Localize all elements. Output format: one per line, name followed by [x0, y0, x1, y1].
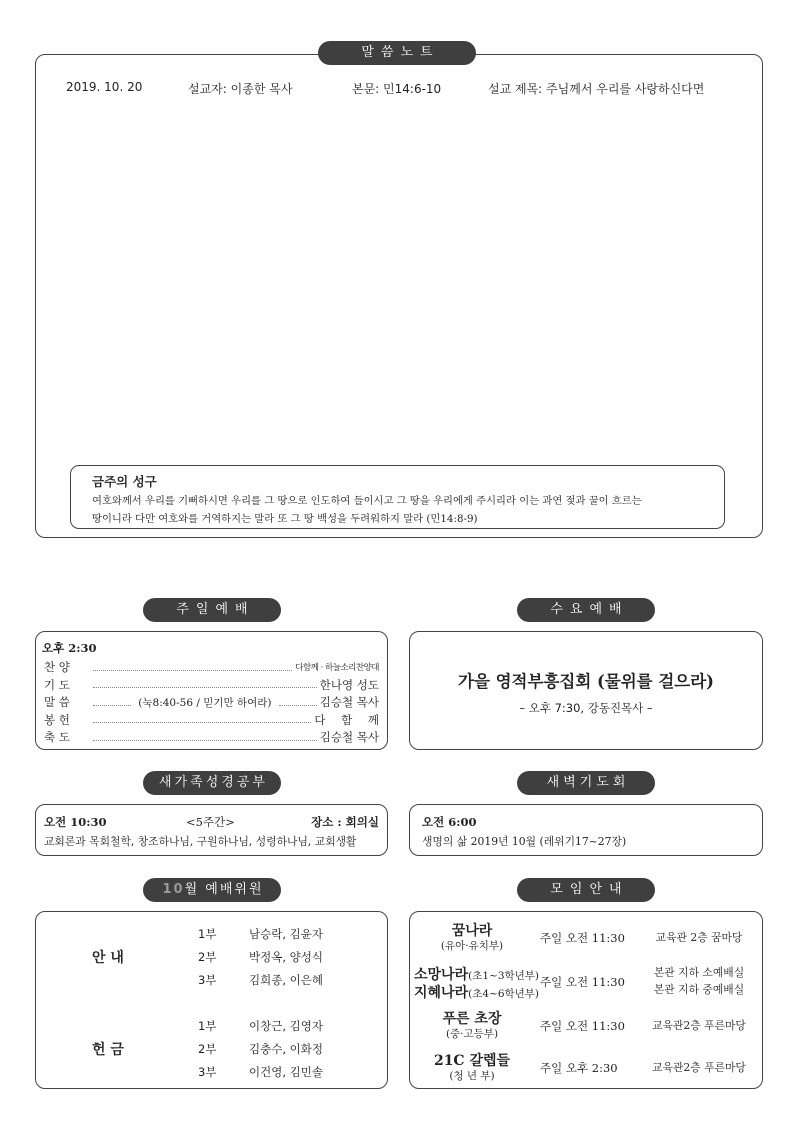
committee-names: 이창근, 김영자 — [249, 1019, 323, 1033]
sermon-passage: 본문: 민14:6-10 — [352, 82, 442, 96]
family-bible-place: 장소 : 회의실 — [311, 815, 379, 829]
sermon-preacher: 설교자: 이종한 목사 — [188, 82, 293, 96]
committee-part: 2부 — [198, 950, 217, 964]
sunday-service-row-value: 한나영 성도 — [319, 677, 379, 692]
meeting-time: 주일 오후 2:30 — [540, 1061, 618, 1075]
sunday-service-row-label: 축 도 — [44, 730, 70, 744]
family-bible-title: 새가족성경공부 — [143, 771, 281, 795]
wednesday-detail: – 오후 7:30, 강동진목사 – — [519, 701, 653, 715]
meeting-name-sub: (청 년 부) — [449, 1070, 495, 1082]
sunday-service-row-value: 다함께 · 하늘소리찬양대 — [295, 663, 379, 673]
committee-box — [35, 911, 388, 1089]
committee-part: 2부 — [198, 1042, 217, 1056]
committee-part: 3부 — [198, 1065, 217, 1079]
dotted-leader — [93, 687, 317, 688]
meeting-name: 소망나라 — [414, 967, 469, 983]
meeting-name: 21C 갈렙들 — [433, 1053, 511, 1069]
sunday-service-row — [44, 658, 379, 676]
meeting-name: 지혜나라 — [414, 985, 469, 1001]
sunday-service-row — [44, 711, 385, 729]
sunday-service-row — [44, 676, 379, 694]
meeting-name-sub: (초4~6학년부) — [468, 988, 540, 1000]
dotted-leader — [93, 670, 292, 671]
meeting-name: 푸른 초장 — [442, 1011, 502, 1027]
meetings-box — [409, 911, 763, 1089]
sunday-service-row-value: 다 함 께 — [314, 712, 385, 727]
committee-names: 김충수, 이화정 — [249, 1042, 323, 1056]
sermon-note-title: 말씀노트 — [318, 41, 476, 65]
meeting-time: 주일 오전 11:30 — [540, 1019, 625, 1033]
committee-names: 박정옥, 양성식 — [249, 950, 323, 964]
meeting-name-sub: (초1~3학년부) — [468, 970, 540, 982]
meeting-time: 주일 오전 11:30 — [540, 931, 625, 945]
committee-group-name: 헌 금 — [92, 1042, 124, 1058]
sermon-title: 설교 제목: 주님께서 우리를 사랑하신다면 — [488, 82, 705, 96]
committee-part: 1부 — [198, 1019, 217, 1033]
committee-names: 남승락, 김윤자 — [249, 927, 323, 941]
wednesday-event: 가을 영적부흥집회 (물위를 걸으라) — [458, 672, 714, 691]
meeting-place: 본관 지하 소예배실 — [653, 966, 745, 979]
sunday-service-row-label: 기 도 — [44, 677, 70, 692]
committee-names: 이건영, 김민솔 — [249, 1065, 323, 1079]
sunday-service-row-value: 김승철 목사 — [319, 695, 379, 709]
dawn-prayer-time: 오전 6:00 — [422, 815, 477, 829]
committee-part: 1부 — [198, 927, 217, 941]
dotted-leader — [93, 740, 317, 741]
sunday-service-row-label: 봉 헌 — [44, 712, 70, 727]
sermon-date: 2019. 10. 20 — [66, 80, 143, 94]
dotted-leader — [93, 722, 311, 723]
dotted-leader — [93, 705, 131, 706]
family-bible-weeks: <5주간> — [186, 815, 235, 829]
committee-title-month: 10 — [162, 882, 185, 897]
sunday-service-row-value: 김승철 목사 — [319, 730, 379, 744]
committee-title — [143, 878, 281, 902]
dotted-leader — [279, 705, 317, 706]
family-bible-time: 오전 10:30 — [44, 815, 107, 829]
weekly-verse-heading: 금주의 성구 — [92, 474, 157, 489]
sunday-service-row-label: 찬 양 — [44, 660, 70, 674]
sunday-service-box — [35, 631, 388, 750]
sunday-service-time: 오후 2:30 — [42, 641, 97, 655]
dawn-prayer-title: 새벽기도회 — [517, 771, 655, 795]
sunday-service-row — [44, 693, 379, 711]
meeting-place: 교육관2층 푸른마당 — [652, 1019, 746, 1032]
meeting-name: 꿈나라 — [451, 923, 493, 939]
meeting-name-line — [414, 964, 539, 984]
family-bible-topics: 교회론과 목회철학, 창조하나님, 구원하나님, 성령하나님, 교회생활 — [44, 835, 357, 848]
meeting-place: 교육관 2층 꿈마당 — [655, 931, 743, 944]
committee-part: 3부 — [198, 973, 217, 987]
committee-title-rest: 월 예배위원 — [184, 882, 264, 897]
family-bible-box — [35, 804, 388, 856]
meeting-name-sub: (유아·유치부) — [440, 940, 504, 952]
sunday-service-title: 주일예배 — [143, 598, 281, 622]
sunday-service-row-detail: (눅8:40-56 / 믿기만 하여라) — [138, 696, 272, 709]
meeting-name-line — [414, 982, 539, 1002]
sunday-service-row — [44, 728, 379, 746]
wednesday-service-box — [409, 631, 763, 750]
weekly-verse-line2: 땅이니라 다만 여호와를 거역하지는 말라 또 그 땅 백성을 두려워하지 말라 (민14:8-9) — [92, 513, 478, 525]
meeting-place: 교육관2층 푸른마당 — [652, 1061, 746, 1074]
meeting-name-sub: (중·고등부) — [445, 1028, 499, 1040]
weekly-verse-line1: 여호와께서 우리를 기뻐하시면 우리를 그 땅으로 인도하여 들이시고 그 땅을 우리에게 주시리라 이는 과연 젖과 꿀이 흐르는 — [92, 495, 642, 507]
committee-names: 김희종, 이은혜 — [249, 973, 323, 987]
wednesday-service-title: 수요예배 — [517, 598, 655, 622]
meeting-time: 주일 오전 11:30 — [540, 975, 625, 989]
meeting-place: 본관 지하 중예배실 — [653, 983, 745, 996]
dawn-prayer-box — [409, 804, 763, 856]
meetings-title: 모임안내 — [517, 878, 655, 902]
dawn-prayer-content: 생명의 삶 2019년 10월 (레위기17~27장) — [422, 835, 627, 848]
committee-group-name: 안 내 — [92, 950, 124, 966]
sunday-service-row-label: 말 씀 — [44, 695, 70, 709]
